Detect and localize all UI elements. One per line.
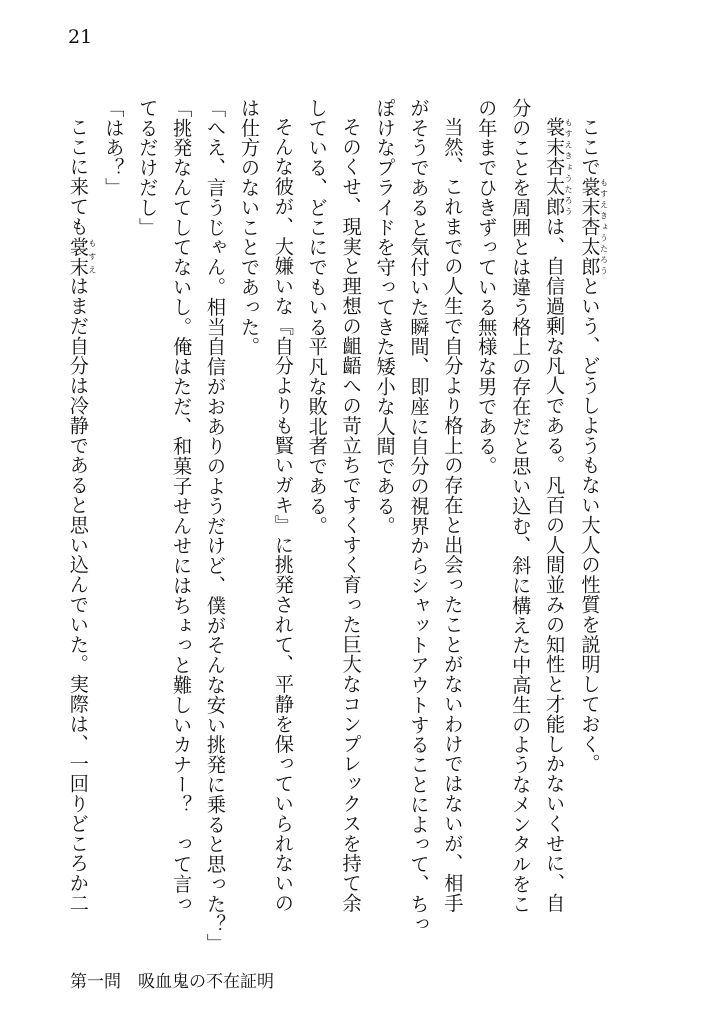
text-line: ここで裳末杏太郎もすえきょうたろうという、どうしようもない大人の性質を説明しておく。 bbox=[578, 117, 609, 774]
ruby-name: 裳末もすえ bbox=[66, 236, 97, 277]
text-line: 当然、これまでの人生で自分より格上の存在と出会ったことがないわけではないが、相手 bbox=[441, 117, 465, 914]
text-line: 「へえ、言うじゃん。相当自信がおありのようだけど、僕がそんな安い挑発に乗ると思った？」 bbox=[204, 98, 228, 954]
running-footer bbox=[70, 974, 274, 991]
text-line: 裳末杏太郎もすえきょうたろうは、自信過剰な凡人である。凡百の人間並みの知性と才能しかないくせに、自 bbox=[543, 117, 574, 914]
ruby-name: 裳末杏太郎もすえきょうたろう bbox=[543, 117, 574, 217]
footer-chapter: 第一問 bbox=[70, 972, 121, 992]
text-line: ここに来ても裳末もすえはまだ自分は冷静であると思い込んでいた。実際は、一回りどころか二 bbox=[66, 117, 97, 914]
text-line: 「挑発なんてしてないし。俺はただ、和菓子せんせにはちょっと難しいカナー？ って言っ bbox=[170, 98, 194, 914]
text-line: そんな彼が、大嫌いな『自分よりも賢いガキ』に挑発されて、平静を保っていられないの bbox=[271, 117, 295, 914]
text-line: の年までひきずっている無様な男である。 bbox=[475, 98, 499, 477]
ruby-name: 裳末杏太郎もすえきょうたろう bbox=[578, 176, 609, 277]
text-line: 分のことを周囲とは違う格上の存在だと思い込む、斜に構えた中高生のようなメンタルをこ bbox=[509, 98, 533, 914]
text-line: は仕方のないことであった。 bbox=[237, 98, 261, 357]
text-line: ぽけなプライドを守ってきた矮小な人間である。 bbox=[373, 98, 397, 536]
page-number: 21 bbox=[68, 26, 93, 48]
body-text bbox=[66, 98, 609, 970]
text-line: がそうであると気付いた瞬間、即座に自分の視界からシャットアウトすることによって、ちっ bbox=[407, 98, 431, 934]
text-line: てるだけだし」 bbox=[136, 98, 160, 238]
text-line: 「はあ？」 bbox=[102, 98, 126, 198]
text-line: そのくせ、現実と理想の齟齬への苛立ちですくすく育った巨大なコンプレックスを持て余 bbox=[339, 117, 363, 914]
text-line: している、どこにでもいる平凡な敗北者である。 bbox=[305, 98, 329, 536]
footer-title: 吸血鬼の不在証明 bbox=[138, 972, 274, 992]
